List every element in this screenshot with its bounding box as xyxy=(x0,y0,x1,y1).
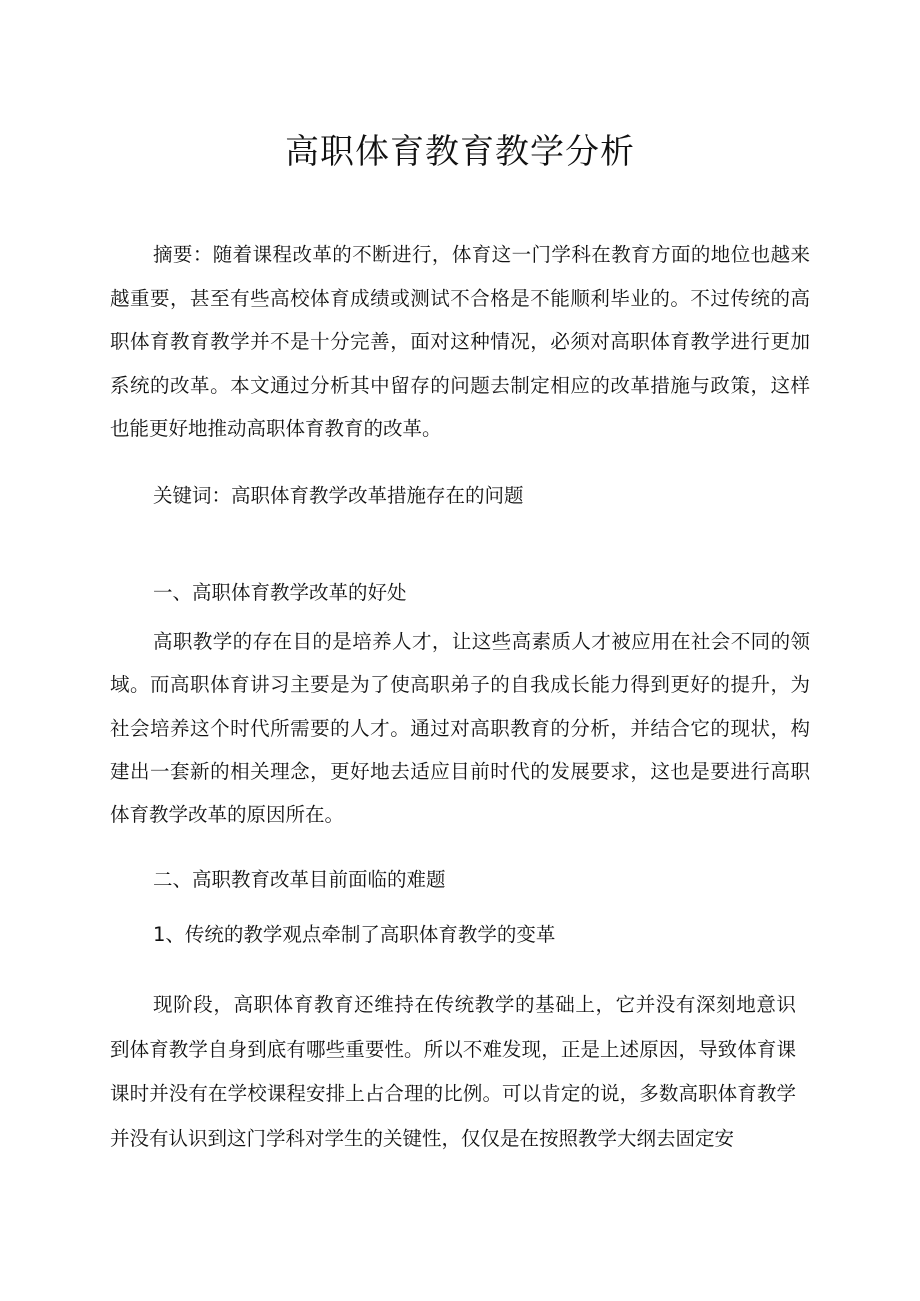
section-2-subheading: 1、传统的教学观点牵制了高职体育教学的变革 xyxy=(153,923,556,946)
section-1-heading: 一、高职体育教学改革的好处 xyxy=(153,581,407,604)
section-1-body: 高职教学的存在目的是培养人才，让这些高素质人才被应用在社会不同的领域。而高职体育讲习主要是为了使高职弟子的自我成长能力得到更好的提升，为社会培养这个时代所需要的人才。通过对高职教育的分析，并结合它的现状，构建出一套新的相关理念，更好地去适应目前时代的发展要求，这也是要进行高职体育教学改革的原因所在。 xyxy=(110,630,810,827)
abstract-paragraph: 摘要：随着课程改革的不断进行，体育这一门学科在教育方面的地位也越来越重要，甚至有些高校体育成绩或测试不合格是不能顺利毕业的。不过传统的高职体育教育教学并不是十分完善，面对这种情况，必须对高职体育教学进行更加系统的改革。本文通过分析其中留存的问题去制定相应的改革措施与政策，这样也能更好地推动高职体育教育的改革。 xyxy=(110,243,810,440)
section-2-heading: 二、高职教育改革目前面临的难题 xyxy=(153,868,446,891)
document-title: 高职体育教育教学分析 xyxy=(285,132,635,172)
keywords-paragraph: 关键词：高职体育教学改革措施存在的问题 xyxy=(153,484,524,507)
section-2-body: 现阶段，高职体育教育还维持在传统教学的基础上，它并没有深刻地意识到体育教学自身到底有哪些重要性。所以不难发现，正是上述原因，导致体育课课时并没有在学校课程安排上占合理的比例。可以肯定的说，多数高职体育教学并没有认识到这门学科对学生的关键性，仅仅是在按照教学大纲去固定安 xyxy=(110,993,796,1150)
